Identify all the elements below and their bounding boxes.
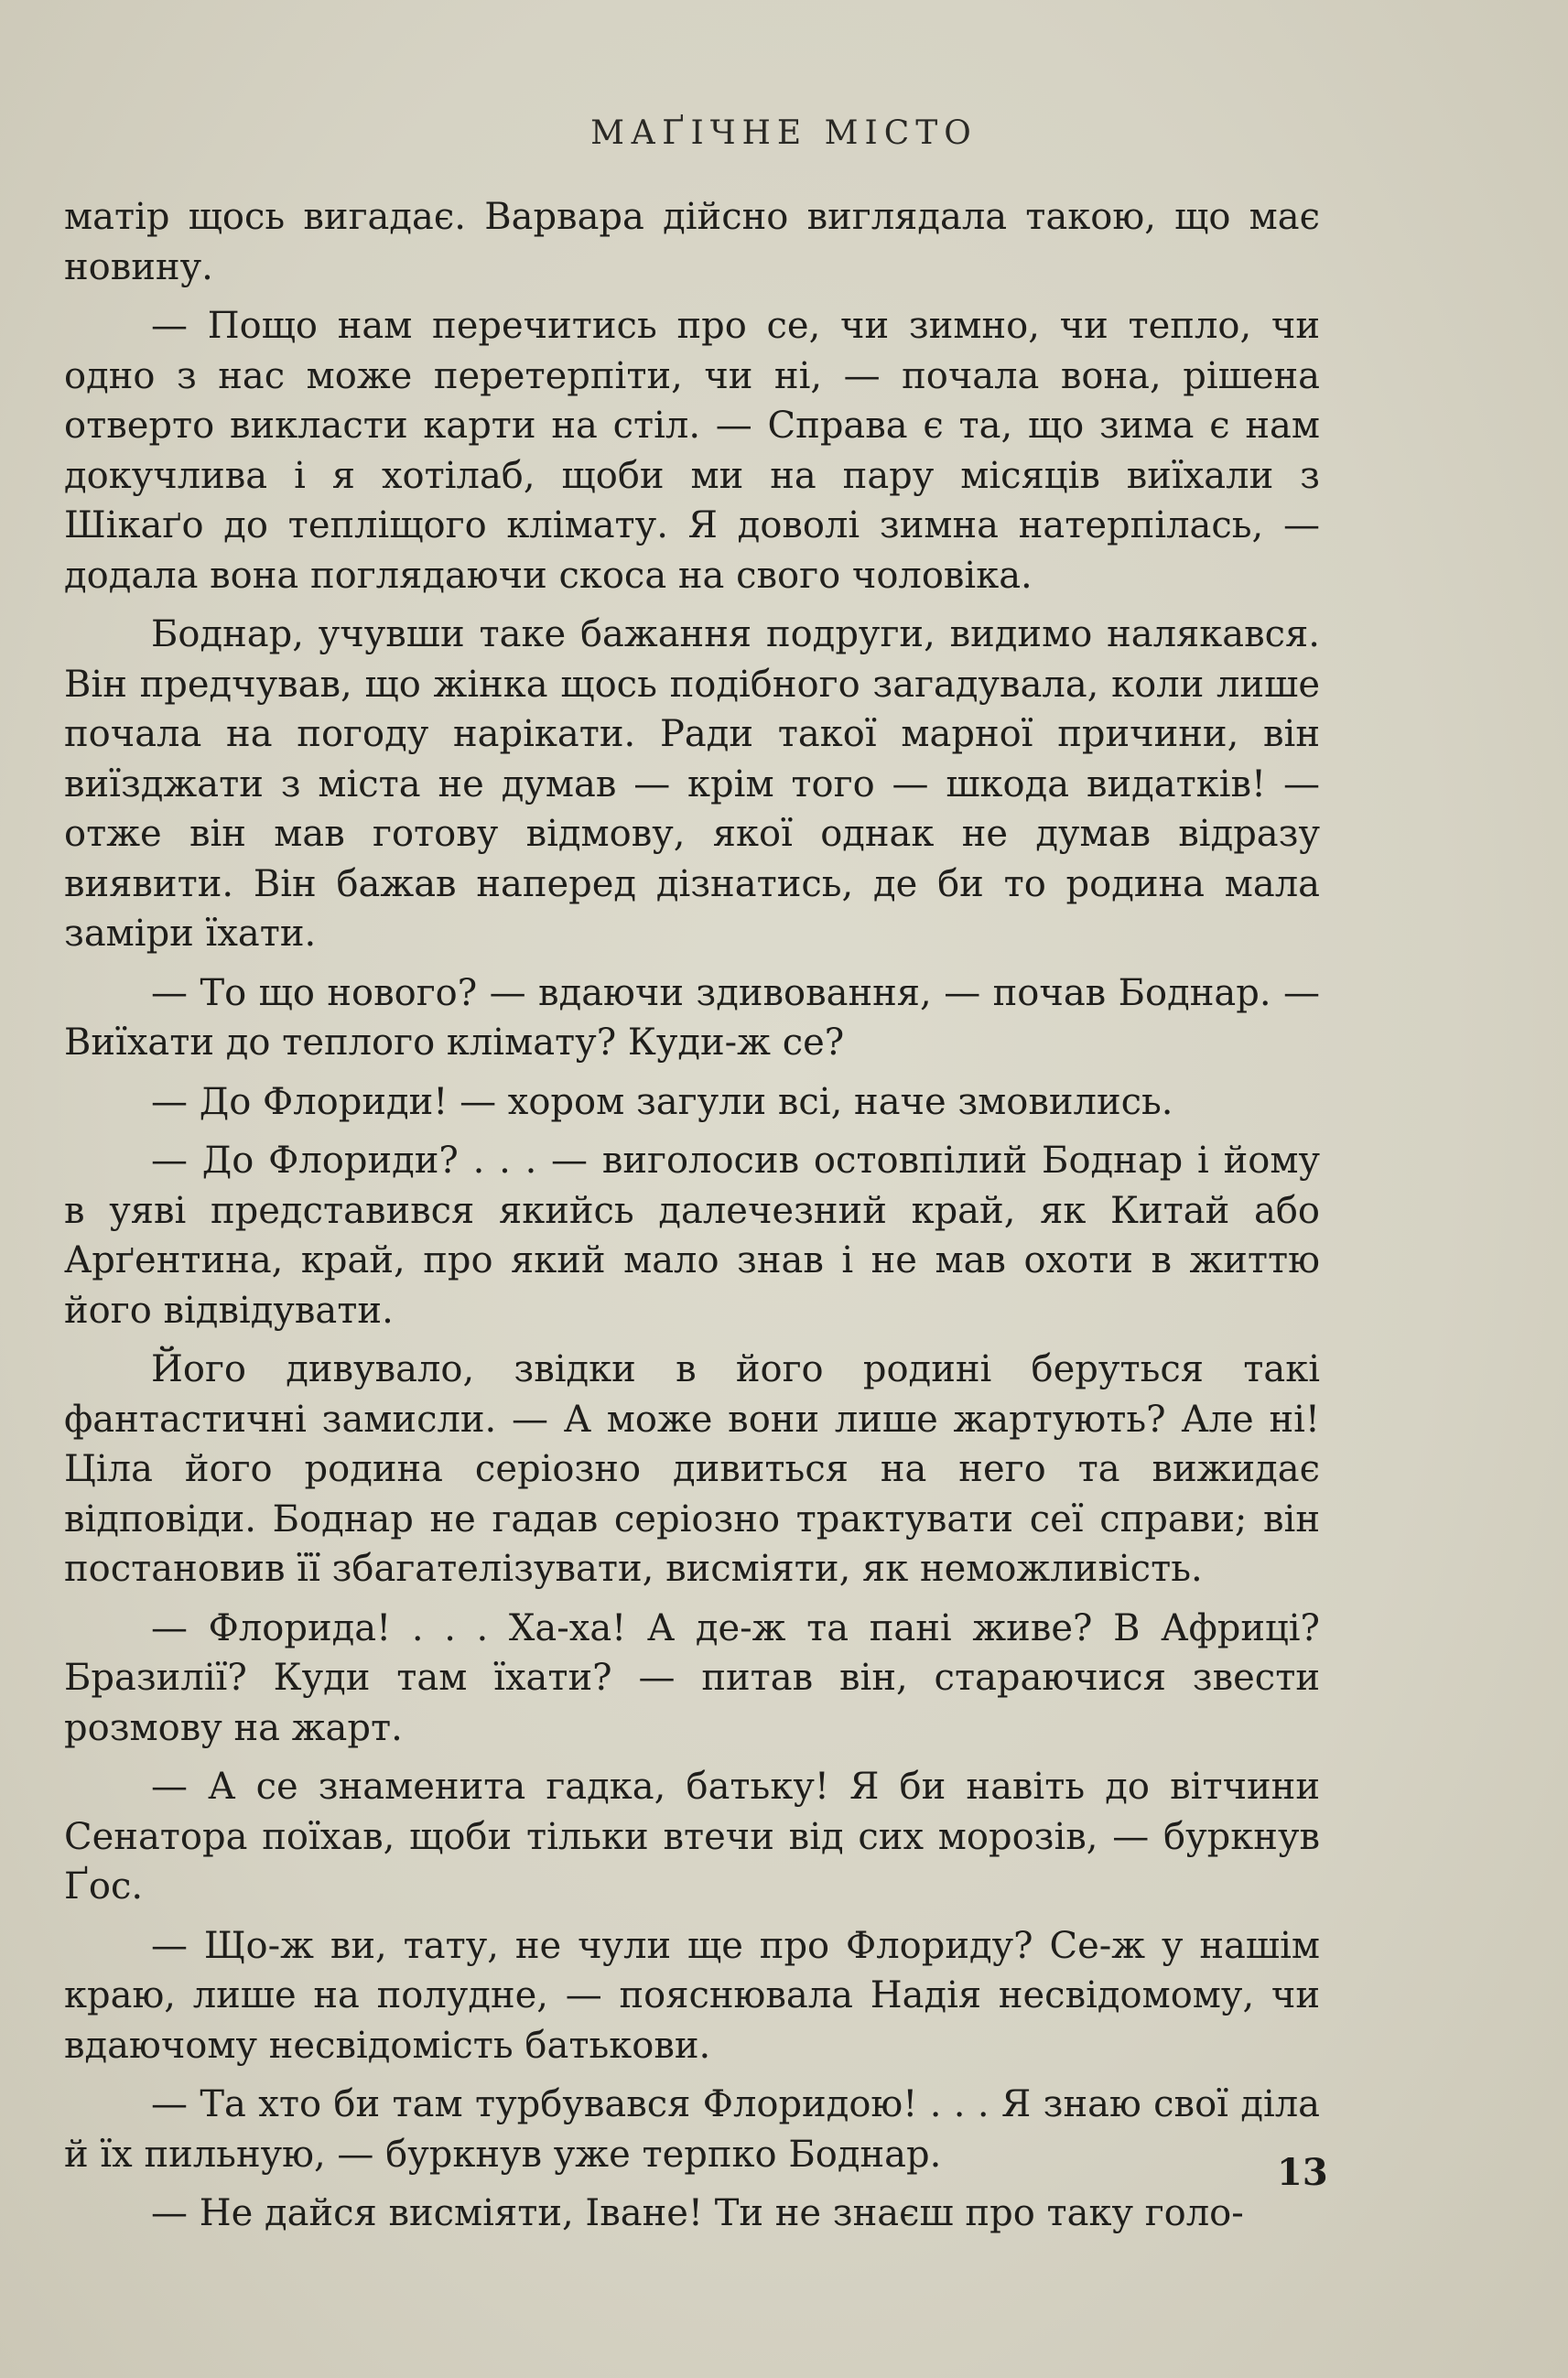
paragraph: Боднар, учувши таке бажання подруги, видимо налякався. Він предчував, що жінка щось подібного загадувала, коли лише почала на погоду нарікати. Ради такої марної причини, він виїзджати з міста не думав — крім того — шкода видатків! — отже він мав готову відмову, якої однак не думав відразу виявити. Він бажав наперед дізнатись, де би то родина мала заміри їхати. [64, 613, 1320, 955]
body-text [64, 192, 1320, 2248]
paragraph: — Не дайся висміяти, Іване! Ти не знаєш про таку голо- [151, 2192, 1244, 2234]
paragraph: — Пощо нам перечитись про се, чи зимно, чи тепло, чи одно з нас може перетерпіти, чи ні, — почала вона, рішена отверто викласти карти на стіл. — Справа є та, що зима є нам докучлива і я хотілаб, щоби ми на пару місяців виїхали з Шікаґо до тепліщого клімату. Я доволі зимна натерпілась, — додала вона поглядаючи скоса на свого чоловіка. [64, 305, 1320, 597]
paragraph: — А се знаменита гадка, батьку! Я би навіть до вітчини Сенатора поїхав, щоби тільки втечи від сих морозів, — буркнув Ґос. [64, 1766, 1320, 1908]
paragraph: — Флорида! . . . Ха-ха! А де-ж та пані живе? В Африці? Бразилії? Куди там їхати? — питав він, стараючися звести розмову на жарт. [64, 1606, 1320, 1749]
paragraph: — До Флориди! — хором загули всі, наче змовились. [151, 1080, 1173, 1123]
paragraph: — До Флориди? . . . — виголосив остовпілий Боднар і йому в уяві представився якийсь далечезний край, як Китай або Арґентина, край, про який мало знав і не мав охоти в життю його відвідувати. [64, 1140, 1320, 1332]
paragraph: — То що нового? — вдаючи здивовання, — почав Боднар. — Виїхати до теплого клімату? Куди-ж се? [64, 971, 1320, 1064]
paragraph: Його дивувало, звідки в його родині беруться такі фантастичні замисли. — А може вони лише жартують? Але ні! Ціла його родина серіозно дивиться на него та вижидає відповіди. Боднар не гадав серіозно трактувати сеї справи; він постановив її збагателізувати, висміяти, як неможливість. [64, 1348, 1320, 1590]
page-number: 13 [1277, 2151, 1328, 2194]
paragraph: матір щось вигадає. Варвара дійсно виглядала такою, що має новину. [64, 196, 1320, 288]
paragraph: — Та хто би там турбувався Флоридою! . . . Я знаю свої діла й їх пильную, — буркнув уже терпко Боднар. [64, 2083, 1320, 2176]
paragraph: — Що-ж ви, тату, не чули ще про Флориду? Се-ж у нашім краю, лише на полудне, — пояснювала Надія несвідомому, чи вдаючому несвідомість батькови. [64, 1924, 1320, 2067]
running-head: МАҐІЧНЕ МІСТО [590, 114, 978, 152]
